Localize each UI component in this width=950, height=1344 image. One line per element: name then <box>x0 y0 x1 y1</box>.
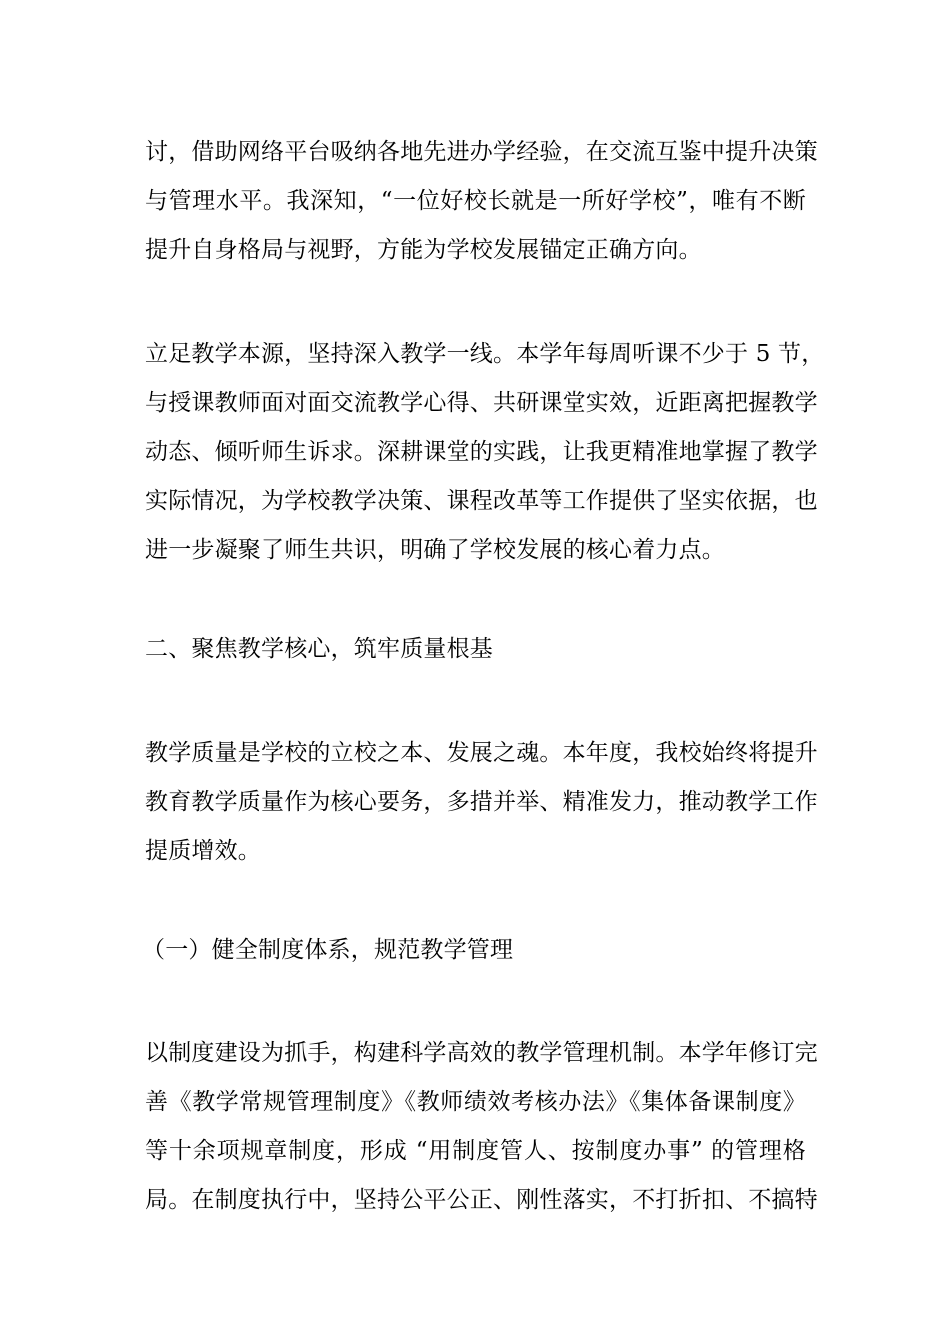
paragraph-line: 等十余项规章制度，形成 “用制度管人、按制度办事” 的管理格 <box>145 1138 806 1164</box>
paragraph-line: 教育教学质量作为核心要务，多措并举、精准发力，推动教学工作 <box>145 789 818 815</box>
subsection-heading: （一）健全制度体系，规范教学管理 <box>142 937 514 963</box>
paragraph-line: 善《教学常规管理制度》《教师绩效考核办法》《集体备课制度》 <box>145 1089 806 1115</box>
paragraph-line: 动态、倾听师生诉求。深耕课堂的实践，让我更精准地掌握了教学 <box>145 439 818 465</box>
paragraph-line: 立足教学本源，坚持深入教学一线。本学年每周听课不少于 5 节， <box>145 341 825 367</box>
paragraph-line: 进一步凝聚了师生共识，明确了学校发展的核心着力点。 <box>145 537 725 563</box>
section-heading: 二、聚焦教学核心，筑牢质量根基 <box>145 636 493 662</box>
paragraph-line: 与管理水平。我深知，“一位好校长就是一所好学校”，唯有不断 <box>145 188 806 214</box>
paragraph-line: 提质增效。 <box>145 838 261 864</box>
paragraph-line: 与授课教师面对面交流教学心得、共研课堂实效，近距离把握教学 <box>145 390 818 416</box>
paragraph-line: 局。在制度执行中，坚持公平公正、刚性落实，不打折扣、不搞特 <box>145 1187 818 1213</box>
paragraph-line: 实际情况，为学校教学决策、课程改革等工作提供了坚实依据，也 <box>145 488 818 514</box>
paragraph-line: 教学质量是学校的立校之本、发展之魂。本年度，我校始终将提升 <box>145 740 818 766</box>
paragraph-line: 讨，借助网络平台吸纳各地先进办学经验，在交流互鉴中提升决策 <box>145 139 818 165</box>
paragraph-line: 以制度建设为抓手，构建科学高效的教学管理机制。本学年修订完 <box>145 1040 818 1066</box>
paragraph-line: 提升自身格局与视野，方能为学校发展锚定正确方向。 <box>145 237 702 263</box>
